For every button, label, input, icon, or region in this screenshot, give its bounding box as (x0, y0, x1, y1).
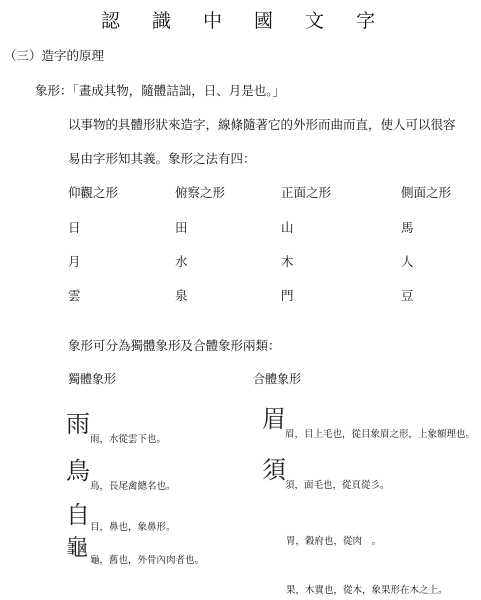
method-cell: 山 (281, 220, 294, 235)
example-caption: 眉，目上毛也，從目象眉之形，上象額理也。 (285, 429, 476, 440)
example-caption: 龜，舊也，外骨內肉者也。 (90, 555, 205, 566)
method-cell: 田 (175, 220, 188, 235)
method-header: 仰觀之形 (68, 185, 119, 200)
seal-glyph-image: 雨 (66, 410, 90, 438)
method-cell: 馬 (401, 220, 414, 235)
method-cell: 雲 (68, 288, 81, 303)
method-header: 正面之形 (281, 185, 332, 200)
paragraph-line-2: 易由字形知其義。象形之法有四： (68, 151, 256, 166)
example-caption: 目，鼻也，象鼻形。 (90, 522, 176, 533)
method-header: 側面之形 (401, 185, 452, 200)
method-cell: 木 (281, 254, 294, 269)
example-caption: 雨，水從雲下也。 (90, 434, 167, 445)
method-cell: 月 (68, 254, 81, 269)
paragraph-line-1: 以事物的具體形狀來造字，線條隨著它的外形而曲而直，使人可以很容 (68, 117, 456, 132)
example-caption: 胃，穀府也，從肉 。 (286, 536, 382, 547)
method-cell: 日 (68, 220, 81, 235)
section-heading: （三）造字的原理 (4, 48, 105, 63)
method-cell: 人 (401, 254, 414, 269)
compound-pictograph-heading: 合體象形 (253, 372, 302, 386)
method-cell: 泉 (175, 288, 188, 303)
page-title: 認 識 中 國 文 字 (100, 10, 389, 32)
method-header: 俯察之形 (175, 185, 226, 200)
pictograph-definition: 象形：「畫成其物，隨體詰詘，日、月是也。」 (35, 83, 286, 98)
example-caption: 果，木實也，從木，象果形在木之上。 (286, 585, 448, 596)
method-cell: 豆 (401, 288, 414, 303)
seal-glyph-image: 須 (262, 456, 286, 484)
example-caption: 鳥，長尾禽總名也。 (90, 481, 176, 492)
single-pictograph-heading: 獨體象形 (68, 372, 117, 386)
method-cell: 水 (175, 254, 188, 269)
example-caption: 須，面毛也，從頁從彡。 (285, 480, 390, 491)
seal-glyph-image: 龜 (66, 536, 89, 561)
method-cell: 門 (281, 288, 294, 303)
categories-intro: 象形可分為獨體象形及合體象形兩類： (68, 338, 281, 353)
seal-glyph-image: 鳥 (66, 457, 90, 485)
seal-glyph-image: 眉 (262, 405, 286, 433)
seal-glyph-image: 自 (66, 501, 90, 529)
